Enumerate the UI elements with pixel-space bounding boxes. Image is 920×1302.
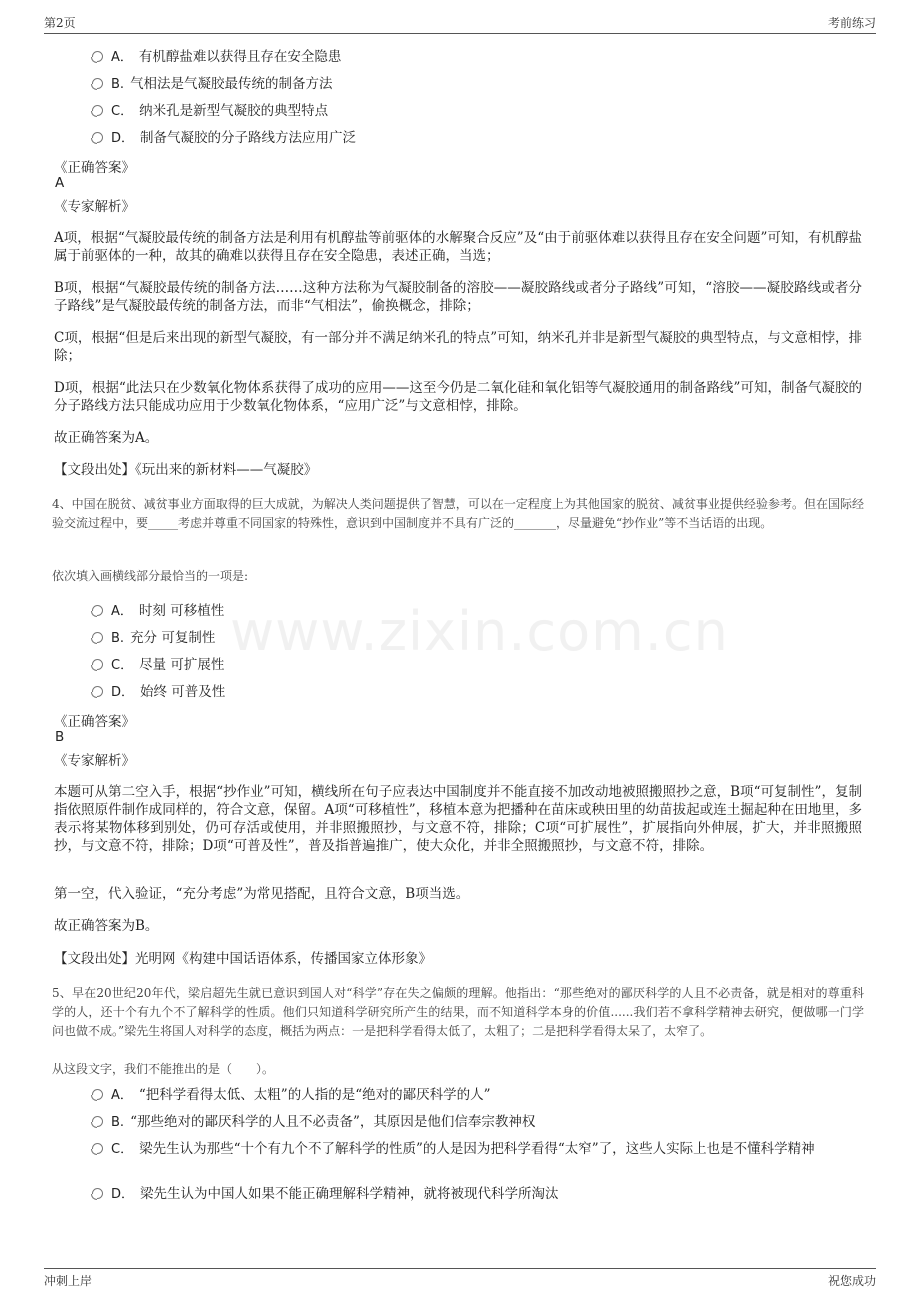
option-b[interactable]: [92, 74, 872, 95]
analysis-paragraph: B项，根据“气凝胶最传统的制备方法……这种方法称为气凝胶制备的溶胶——凝胶路线或者分子路线”可知，“溶胶——凝胶路线或者分子路线”是气凝胶最传统的制备方法，而非“气相法”，偷换概念，排除；: [54, 280, 862, 314]
option-key: C．: [111, 1142, 134, 1157]
analysis-paragraph: A项，根据“气凝胶最传统的制备方法是利用有机醇盐等前驱体的水解聚合反应”及“由于前驱体难以获得且存在安全问题”可知，有机醇盐属于前驱体的一种，故其的确难以获得且存在安全隐患，表述正确，当选；: [54, 230, 862, 264]
source-citation: 【文段出处】《玩出来的新材料——气凝胶》: [54, 462, 318, 478]
question-stem: 4、中国在脱贫、减贫事业方面取得的巨大成就，为解决人类问题提供了智慧，可以在一定程度上为其他国家的脱贫、减贫事业提供经验参考。但在国际经验交流过程中，要_____考虑并尊重不同国家的特殊性，意识到中国制度并不具有广泛的_______，尽量避免“抄作业”等不当话语的出现。: [52, 497, 864, 530]
option-c[interactable]: [92, 101, 872, 122]
option-d[interactable]: [92, 1184, 872, 1205]
analysis-label: 《专家解析》: [54, 199, 135, 215]
option-key: A．: [111, 604, 133, 619]
radio-icon[interactable]: [92, 51, 103, 62]
option-key: B.: [111, 631, 125, 646]
option-key: B.: [111, 77, 125, 92]
option-a[interactable]: [92, 601, 872, 622]
footer-divider: [44, 1268, 876, 1269]
option-key: C．: [111, 658, 134, 673]
option-text: “那些绝对的鄙厌科学的人且不必责备”，其原因是他们信奉宗教神权: [130, 1114, 536, 1130]
radio-icon[interactable]: [92, 132, 103, 143]
option-d[interactable]: [92, 682, 872, 703]
source-citation: 【文段出处】光明网《构建中国话语体系，传播国家立体形象》: [54, 951, 432, 967]
option-text: 纳米孔是新型气凝胶的典型特点: [139, 103, 329, 119]
option-key: A．: [111, 1088, 133, 1103]
option-text: 梁先生认为那些“十个有九个不了解科学的性质”的人是因为把科学看得“太窄”了，这些人实际上也是不懂科学精神: [139, 1141, 815, 1157]
radio-icon[interactable]: [92, 105, 103, 116]
radio-icon[interactable]: [92, 1143, 103, 1154]
option-c[interactable]: [92, 655, 872, 676]
option-b[interactable]: [92, 1112, 872, 1133]
option-d[interactable]: [92, 128, 872, 149]
option-text: 充分 可复制性: [130, 630, 216, 646]
option-text: 梁先生认为中国人如果不能正确理解科学精神，就将被现代科学所淘汰: [140, 1186, 559, 1202]
radio-icon[interactable]: [92, 1116, 103, 1127]
analysis-paragraph: D项，根据“此法只在少数氧化物体系获得了成功的应用——这至今仍是二氧化硅和氧化铝等气凝胶通用的制备路线”可知，制备气凝胶的分子路线方法只能成功应用于少数氧化物体系，“应用广泛”与文意相悖，排除。: [54, 380, 862, 414]
option-text: 时刻 可移植性: [138, 603, 225, 619]
radio-icon[interactable]: [92, 659, 103, 670]
option-text: 始终 可普及性: [140, 684, 226, 700]
analysis-label: 《专家解析》: [54, 753, 135, 769]
option-b[interactable]: [92, 628, 872, 649]
page-number: 第2页: [44, 16, 76, 30]
watermark: www.zixin.com.cn: [230, 600, 729, 663]
option-c[interactable]: [92, 1139, 872, 1160]
option-a[interactable]: [92, 47, 872, 68]
question-instruction: 依次填入画横线部分最恰当的一项是:: [52, 569, 249, 583]
option-key: D．: [111, 1187, 135, 1202]
radio-icon[interactable]: [92, 78, 103, 89]
radio-icon[interactable]: [92, 1089, 103, 1100]
analysis-paragraph: C项，根据“但是后来出现的新型气凝胶，有一部分并不满足纳米孔的特点”可知，纳米孔并非是新型气凝胶的典型特点，与文意相悖，排除；: [54, 330, 862, 364]
header-title: 考前练习: [827, 16, 876, 30]
radio-icon[interactable]: [92, 605, 103, 616]
radio-icon[interactable]: [92, 686, 103, 697]
answer-value: B: [55, 729, 65, 745]
option-text: 有机醇盐难以获得且存在安全隐患: [138, 49, 342, 65]
option-text: “把科学看得太低、太粗”的人指的是“绝对的鄙厌科学的人”: [138, 1087, 491, 1103]
question-stem: 5、早在20世纪20年代，梁启超先生就已意识到国人对“科学”存在失之偏颇的理解。他指出：“那些绝对的鄙厌科学的人且不必责备，就是相对的尊重科学的人，还十个有九个不了解科学的性质。他们只知道科学研究所产生的结果，而不知道科学本身的价值......我们若不拿科学精神去研究，便做哪一门学问也做不成。”梁先生将国人对科学的态度，概括为两点：一是把科学看得太低了，太粗了；二是把科学看得太呆了，太窄了。: [52, 986, 864, 1038]
radio-icon[interactable]: [92, 1188, 103, 1199]
option-key: D．: [111, 131, 135, 146]
analysis-paragraph: 第一空，代入验证，“充分考虑”为常见搭配，且符合文意，B项当选。: [54, 886, 470, 902]
question-instruction: 从这段文字，我们不能推出的是（ ）。: [52, 1062, 275, 1076]
option-text: 气相法是气凝胶最传统的制备方法: [130, 76, 333, 92]
answer-label: 《正确答案》: [54, 160, 135, 176]
footer-left-text: 冲刺上岸: [44, 1274, 93, 1288]
option-key: D．: [111, 685, 135, 700]
radio-icon[interactable]: [92, 632, 103, 643]
analysis-conclusion: 故正确答案为B。: [54, 918, 159, 934]
answer-label: 《正确答案》: [54, 714, 135, 730]
option-key: C．: [111, 104, 134, 119]
option-text: 尽量 可扩展性: [139, 657, 225, 673]
footer-right-text: 祝您成功: [827, 1274, 876, 1288]
header-divider: [44, 33, 876, 34]
option-key: B.: [111, 1115, 125, 1130]
option-key: A．: [111, 50, 133, 65]
answer-value: A: [55, 175, 65, 191]
option-text: 制备气凝胶的分子路线方法应用广泛: [140, 130, 357, 146]
analysis-conclusion: 故正确答案为A。: [54, 430, 159, 446]
option-a[interactable]: [92, 1085, 872, 1106]
analysis-paragraph: 本题可从第二空入手，根据“抄作业”可知，横线所在句子应表达中国制度并不能直接不加改动地被照搬照抄之意，B项“可复制性”，复制指依照原件制作成同样的，符合文意，保留。A项“可移植性”，移植本意为把播种在苗床或秧田里的幼苗拔起或连土掘起种在田地里，多表示将某物体移到别处，仍可存活或使用，并非照搬照抄，与文意不符，排除；C项“可扩展性”，扩展指向外伸展，扩大，并非照搬照抄，与文意不符，排除；D项“可普及性”，普及指普遍推广，使大众化，并非全照搬照抄，与文意不符，排除。: [54, 784, 862, 854]
